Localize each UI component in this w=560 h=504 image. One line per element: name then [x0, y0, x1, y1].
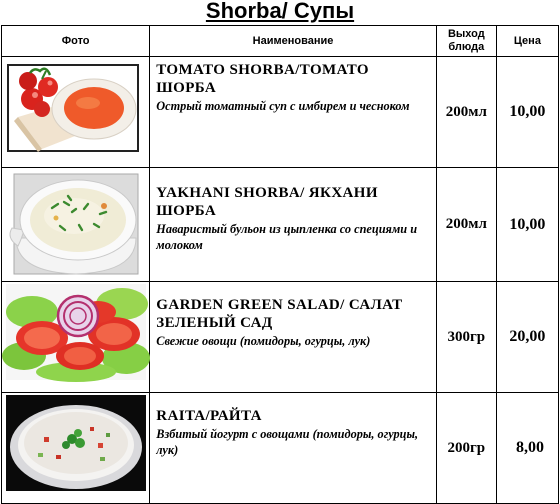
menu-table: [1, 25, 559, 504]
item-cell: [150, 168, 437, 282]
item-description: Взбитый йогурт с овощами (помидоры, огурцы, лук): [156, 427, 419, 457]
item-yield: 200мл: [436, 57, 496, 168]
table-row: [2, 168, 559, 282]
table-header-row: [2, 26, 559, 57]
header-yield: [436, 26, 496, 57]
item-yield: 300гр: [436, 282, 496, 393]
tomato-soup-photo: [2, 57, 150, 167]
item-cell: [150, 57, 437, 168]
item-cell: [150, 282, 437, 393]
item-name: RAITA/РАЙТА: [156, 408, 262, 424]
photo-cell: [2, 393, 150, 504]
item-yield: 200мл: [436, 168, 496, 282]
raita-photo: [2, 393, 150, 503]
photo-cell: [2, 282, 150, 393]
table-row: [2, 282, 559, 393]
item-price: 10,00: [496, 57, 558, 168]
item-description: Свежие овощи (помидоры, огурцы, лук): [156, 334, 371, 348]
item-description: Острый томатный суп с имбирем и чесноком: [156, 99, 410, 113]
item-name: TOMATO SHORBA/TOMATO ШОРБА: [156, 62, 369, 96]
photo-cell: [2, 168, 150, 282]
photo-cell: [2, 57, 150, 168]
item-description: Наваристый бульон из цыпленка со специями и молоком: [156, 222, 418, 252]
item-name: GARDEN GREEN SALAD/ САЛАТ ЗЕЛЕНЫЙ САД: [156, 297, 403, 331]
salad-photo: [2, 282, 150, 392]
header-yield-line1: Выход: [447, 28, 485, 40]
table-row: [2, 393, 559, 504]
item-name: YAKHANI SHORBA/ ЯКХАНИ ШОРБА: [156, 185, 378, 219]
page-title: Shorba/ Супы: [205, 0, 355, 23]
item-price: 10,00: [496, 168, 558, 282]
table-row: [2, 57, 559, 168]
header-price: Цена: [496, 26, 558, 57]
header-photo: Фото: [2, 26, 150, 57]
header-yield-line2: блюда: [448, 41, 485, 53]
item-yield: 200гр: [436, 393, 496, 504]
chicken-soup-photo: [2, 168, 150, 281]
item-price: 8,00: [496, 393, 558, 504]
header-name: Наименование: [150, 26, 437, 57]
item-price: 20,00: [496, 282, 558, 393]
item-cell: [150, 393, 437, 504]
